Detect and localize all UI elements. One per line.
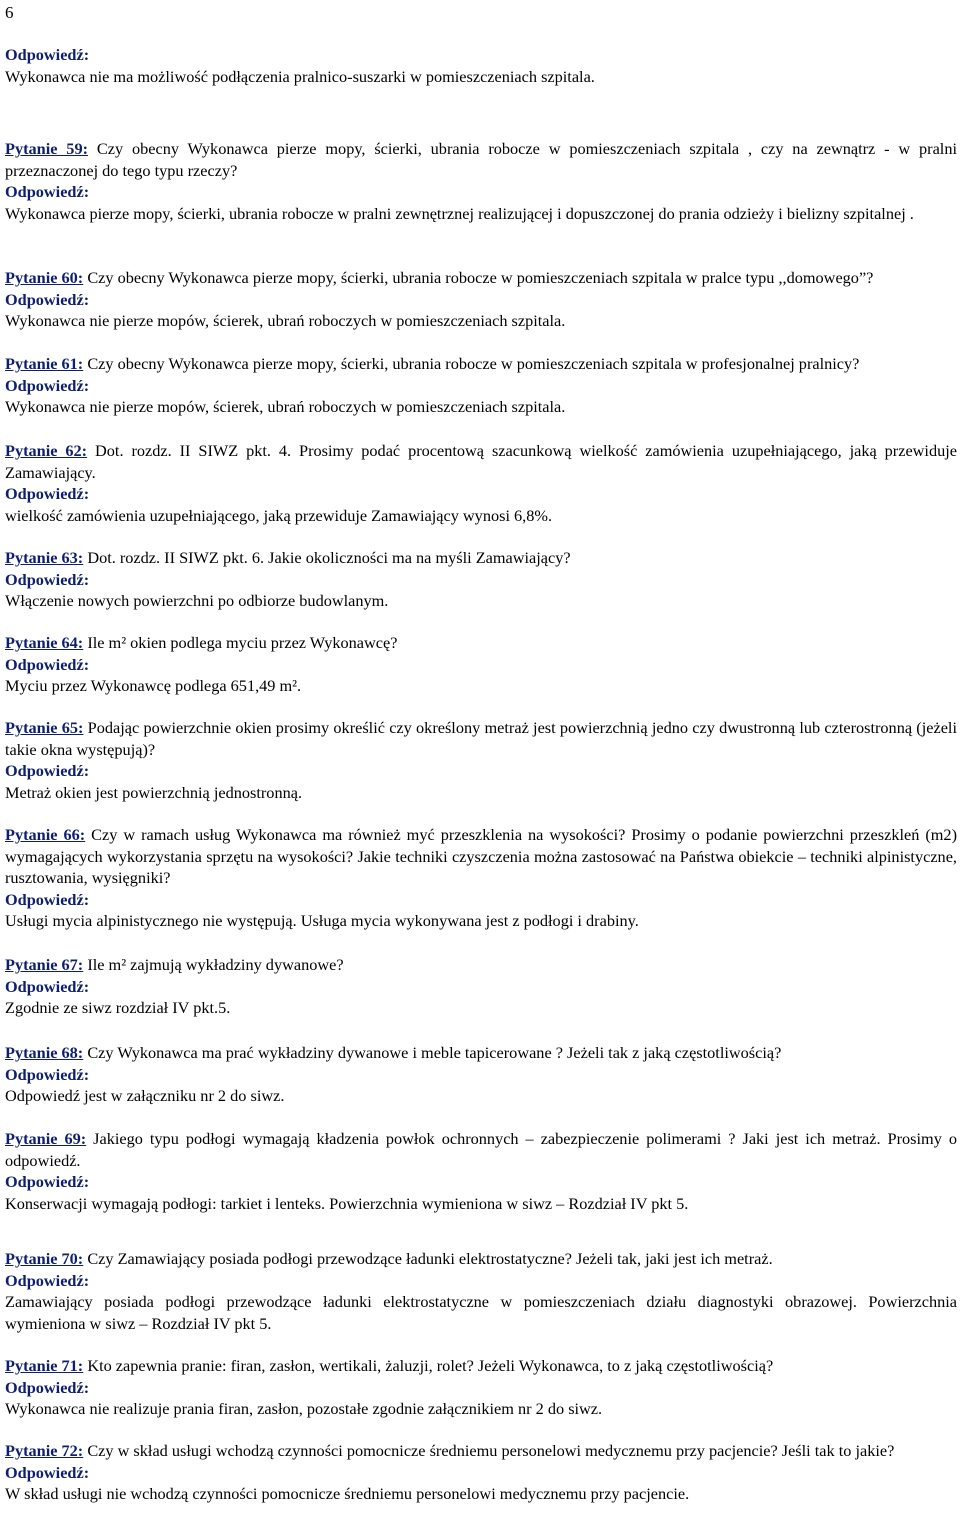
answer-text: Zgodnie ze siwz rozdział IV pkt.5. xyxy=(5,998,231,1017)
answer-label: Odpowiedź: xyxy=(5,654,90,674)
qa-block xyxy=(5,717,957,803)
answer-text: Wykonawca nie pierze mopów, ścierek, ubrań roboczych w pomieszczeniach szpitala. xyxy=(5,397,566,416)
answer-label: Odpowiedź: xyxy=(5,182,90,201)
qa-block xyxy=(5,267,957,332)
question-text: Czy obecny Wykonawca pierze mopy, ścierki, ubrania robocze w pomieszczeniach szpitala w pralce typu ,,domowego”? xyxy=(87,268,874,287)
question-text: Czy obecny Wykonawca pierze mopy, ścierki, ubrania robocze w pomieszczeniach szpitala , czy na zewnątrz - w pralni przeznaczonej do tego typu rzeczy? xyxy=(5,139,957,180)
answer-text: W skład usługi nie wchodzą czynności pomocnicze średniemu personelowi medycznemu przy pacjencie. xyxy=(5,1484,690,1503)
qa-block xyxy=(5,138,957,224)
question xyxy=(5,267,957,289)
question xyxy=(5,1440,957,1462)
question-text: Czy Zamawiający posiada podłogi przewodzące ładunki elektrostatyczne? Jeżeli tak, jaki jest ich metraż. xyxy=(87,1249,773,1268)
qa-block xyxy=(5,1355,957,1420)
question-label: Pytanie 67: xyxy=(5,955,84,974)
question-text: Ile m² okien podlega myciu przez Wykonawcę? xyxy=(87,633,398,652)
answer-label: Odpowiedź: xyxy=(5,289,90,309)
question-label: Pytanie 64: xyxy=(5,633,84,652)
qa-block xyxy=(5,1248,957,1334)
answer-label: Odpowiedź: xyxy=(5,45,90,64)
answer-text: Myciu przez Wykonawcę podlega 651,49 m². xyxy=(5,676,302,695)
question xyxy=(5,138,957,181)
qa-block xyxy=(5,353,957,418)
answer-text: Usługi mycia alpinistycznego nie występują. Usługa mycia wykonywana jest z podłogi i drabiny. xyxy=(5,911,639,930)
question-label: Pytanie 61: xyxy=(5,354,84,373)
question xyxy=(5,632,957,654)
question-label: Pytanie 60: xyxy=(5,268,84,287)
qa-block xyxy=(5,440,957,526)
question-text: Czy Wykonawca ma prać wykładziny dywanowe i meble tapicerowane ? Jeżeli tak z jaką częstotliwością? xyxy=(87,1043,782,1062)
qa-block xyxy=(5,1042,957,1107)
question-text: Czy obecny Wykonawca pierze mopy, ścierki, ubrania robocze w pomieszczeniach szpitala w profesjonalnej pralnicy? xyxy=(87,354,860,373)
question xyxy=(5,440,957,483)
question xyxy=(5,1042,957,1064)
answer-label: Odpowiedź: xyxy=(5,484,90,503)
question-text: Podając powierzchnie okien prosimy określić czy określony metraż jest powierzchnią jedno czy dwustronną lub czterostronną (jeżeli takie okna występują)? xyxy=(5,718,957,759)
question xyxy=(5,824,957,889)
question xyxy=(5,954,957,976)
question xyxy=(5,1355,957,1377)
answer-label: Odpowiedź: xyxy=(5,1172,90,1191)
answer-label: Odpowiedź: xyxy=(5,375,90,395)
answer-text: wielkość zamówienia uzupełniającego, jaką przewiduje Zamawiający wynosi 6,8%. xyxy=(5,505,553,525)
question xyxy=(5,547,957,569)
question xyxy=(5,353,957,375)
question-label: Pytanie 63: xyxy=(5,548,84,567)
question-text: Czy w ramach usług Wykonawca ma również myć przeszklenia na wysokości? Prosimy o podanie powierzchni przeszkleń (m2) wymagających wykorzystania sprzętu na wysokości? Jakie techniki czyszczenia można zastosować na Państwa obiekcie – techniki alpinistyczne, rusztowania, wysięgniki? xyxy=(5,825,957,887)
qa-block xyxy=(5,1440,957,1505)
qa-block xyxy=(5,547,957,612)
question-text: Kto zapewnia pranie: firan, zasłon, wertikali, żaluzji, rolet? Jeżeli Wykonawca, to z jaką częstotliwością? xyxy=(87,1356,774,1375)
answer-text: Odpowiedź jest w załączniku nr 2 do siwz. xyxy=(5,1086,285,1105)
question-label: Pytanie 69: xyxy=(5,1129,87,1148)
question xyxy=(5,1128,957,1171)
answer-text: Konserwacji wymagają podłogi: tarkiet i lenteks. Powierzchnia wymieniona w siwz – Rozdział IV pkt 5. xyxy=(5,1193,689,1213)
qa-block xyxy=(5,632,957,697)
answer-label: Odpowiedź: xyxy=(5,976,90,996)
question-label: Pytanie 71: xyxy=(5,1356,84,1375)
answer-text: Wykonawca nie pierze mopów, ścierek, ubrań roboczych w pomieszczeniach szpitala. xyxy=(5,311,566,330)
question-label: Pytanie 59: xyxy=(5,139,89,158)
answer-label: Odpowiedź: xyxy=(5,1462,90,1482)
qa-block xyxy=(5,44,957,87)
question-label: Pytanie 72: xyxy=(5,1441,84,1460)
question xyxy=(5,1248,957,1270)
question xyxy=(5,717,957,760)
qa-block xyxy=(5,1128,957,1214)
question-label: Pytanie 62: xyxy=(5,441,88,460)
question-label: Pytanie 66: xyxy=(5,825,86,844)
answer-label: Odpowiedź: xyxy=(5,569,90,589)
answer-label: Odpowiedź: xyxy=(5,1377,90,1397)
answer-label: Odpowiedź: xyxy=(5,889,90,909)
qa-block xyxy=(5,824,957,932)
question-text: Czy w skład usługi wchodzą czynności pomocnicze średniemu personelowi medycznemu przy pacjencie? Jeśli tak to jakie? xyxy=(87,1441,895,1460)
answer-label: Odpowiedź: xyxy=(5,761,90,780)
answer-label: Odpowiedź: xyxy=(5,1064,90,1084)
answer-text: Włączenie nowych powierzchni po odbiorze budowlanym. xyxy=(5,591,389,610)
page-number: 6 xyxy=(5,3,14,22)
question-text: Dot. rozdz. II SIWZ pkt. 6. Jakie okoliczności ma na myśli Zamawiający? xyxy=(87,548,571,567)
answer-text: Wykonawca nie ma możliwość podłączenia pralnico-suszarki w pomieszczeniach szpitala. xyxy=(5,66,595,86)
question-label: Pytanie 70: xyxy=(5,1249,84,1268)
answer-label: Odpowiedź: xyxy=(5,1270,90,1290)
question-label: Pytanie 65: xyxy=(5,718,84,737)
answer-text: Wykonawca pierze mopy, ścierki, ubrania robocze w pralni zewnętrznej realizującej i dopuszczonej do prania odzieży i bielizny szpitalnej . xyxy=(5,203,914,223)
qa-block xyxy=(5,954,957,1019)
answer-text: Zamawiający posiada podłogi przewodzące ładunki elektrostatyczne w pomieszczeniach działu diagnostyki obrazowej. Powierzchnia wymieniona w siwz – Rozdział IV pkt 5. xyxy=(5,1292,957,1333)
question-text: Jakiego typu podłogi wymagają kładzenia powłok ochronnych – zabezpieczenie polimerami ? Jaki jest ich metraż. Prosimy o odpowiedź. xyxy=(5,1129,957,1170)
answer-text: Wykonawca nie realizuje prania firan, zasłon, pozostałe zgodnie załącznikiem nr 2 do siwz. xyxy=(5,1399,603,1418)
question-text: Dot. rozdz. II SIWZ pkt. 4. Prosimy podać procentową szacunkową wielkość zamówienia uzupełniającego, jaką przewiduje Zamawiający. xyxy=(5,441,957,482)
answer-text: Metraż okien jest powierzchnią jednostronną. xyxy=(5,782,303,802)
question-label: Pytanie 68: xyxy=(5,1043,84,1062)
question-text: Ile m² zajmują wykładziny dywanowe? xyxy=(87,955,344,974)
